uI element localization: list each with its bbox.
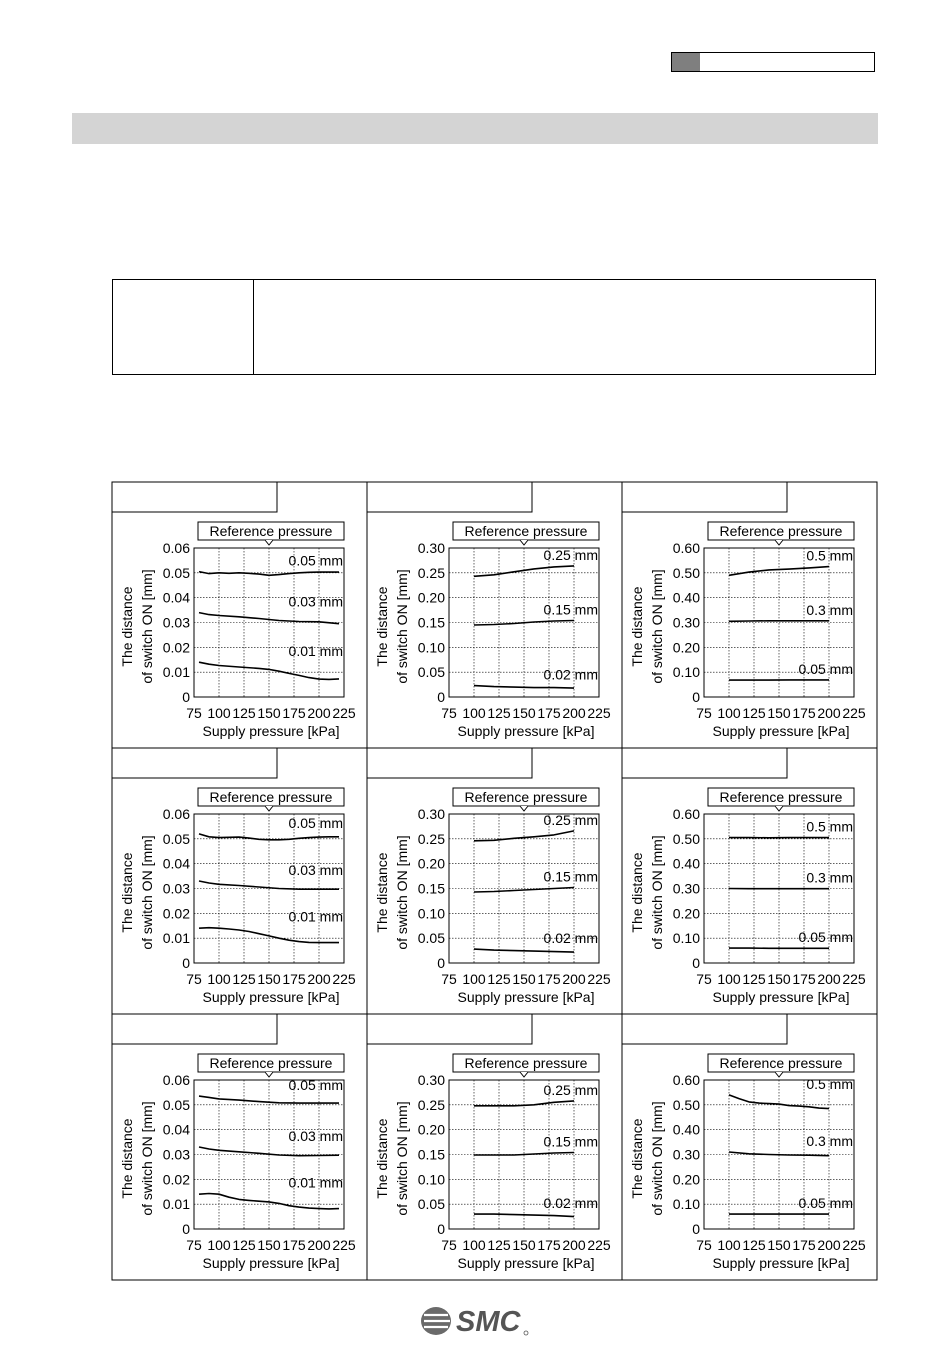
chart-panel bbox=[367, 748, 611, 1005]
panel-label-tab bbox=[367, 1014, 532, 1044]
y-tick-label: 0.05 bbox=[162, 564, 190, 581]
x-tick-label: 200 bbox=[562, 705, 586, 721]
series-label: 0.5 mm bbox=[806, 818, 853, 835]
reference-marker bbox=[520, 1072, 528, 1077]
x-tick-label: 75 bbox=[186, 705, 202, 721]
chart-panel bbox=[622, 1014, 866, 1271]
x-tick-label: 225 bbox=[842, 971, 866, 987]
x-tick-label: 200 bbox=[817, 1237, 841, 1253]
y-tick-label: 0.04 bbox=[162, 1121, 190, 1138]
panel-label-tab bbox=[367, 482, 532, 512]
y-tick-label: 0.40 bbox=[672, 855, 700, 872]
y-axis-label-line1: The distance bbox=[629, 1118, 645, 1199]
y-tick-label: 0.05 bbox=[417, 930, 445, 947]
y-tick-label: 0.25 bbox=[417, 830, 445, 847]
y-tick-label: 0.02 bbox=[162, 905, 190, 922]
y-tick-label: 0.04 bbox=[162, 855, 190, 872]
y-tick-label: 0 bbox=[182, 955, 190, 971]
y-tick-label: 0.30 bbox=[417, 540, 445, 556]
series-label: 0.3 mm bbox=[806, 869, 853, 886]
x-tick-label: 125 bbox=[487, 705, 511, 721]
series-line bbox=[729, 567, 829, 576]
x-tick-label: 125 bbox=[742, 705, 766, 721]
y-axis-label-line2: of switch ON [mm] bbox=[394, 1101, 410, 1216]
y-axis-label-line1: The distance bbox=[119, 1118, 135, 1199]
y-tick-label: 0.30 bbox=[672, 880, 700, 897]
series-label: 0.05 mm bbox=[288, 1077, 343, 1094]
y-axis-label bbox=[374, 835, 410, 949]
series-label: 0.02 mm bbox=[543, 930, 598, 947]
series-label: 0.05 mm bbox=[288, 552, 343, 569]
x-tick-label: 200 bbox=[307, 1237, 331, 1253]
x-tick-label: 150 bbox=[512, 1237, 536, 1253]
y-tick-label: 0.20 bbox=[417, 1121, 445, 1138]
reference-pressure-label: Reference pressure bbox=[464, 789, 588, 805]
chart-panel bbox=[622, 748, 866, 1005]
y-tick-label: 0 bbox=[692, 955, 700, 971]
series-label: 0.15 mm bbox=[543, 868, 598, 885]
series-label: 0.25 mm bbox=[543, 546, 598, 563]
y-axis-label-line2: of switch ON [mm] bbox=[649, 835, 665, 950]
x-tick-label: 75 bbox=[186, 971, 202, 987]
x-tick-label: 75 bbox=[696, 1237, 712, 1253]
x-tick-label: 175 bbox=[537, 971, 561, 987]
y-axis-label bbox=[119, 1101, 155, 1215]
panel-label-tab bbox=[112, 1014, 277, 1044]
x-tick-label: 225 bbox=[587, 1237, 611, 1253]
series-line bbox=[729, 621, 829, 622]
y-axis-label bbox=[374, 569, 410, 683]
x-tick-label: 225 bbox=[842, 705, 866, 721]
series-label: 0.05 mm bbox=[288, 814, 343, 831]
y-tick-label: 0.50 bbox=[672, 564, 700, 581]
x-tick-label: 175 bbox=[792, 1237, 816, 1253]
y-axis-label-line2: of switch ON [mm] bbox=[139, 1101, 155, 1216]
y-tick-label: 0.06 bbox=[162, 806, 190, 822]
reference-pressure-label: Reference pressure bbox=[464, 1055, 588, 1071]
chart-panel bbox=[112, 748, 356, 1005]
y-tick-label: 0.20 bbox=[672, 1171, 700, 1188]
y-axis-label-line1: The distance bbox=[374, 586, 390, 667]
x-axis-label: Supply pressure [kPa] bbox=[202, 1255, 340, 1271]
y-tick-label: 0.10 bbox=[672, 930, 700, 947]
y-tick-label: 0.15 bbox=[417, 614, 445, 631]
chart-panel bbox=[112, 482, 356, 739]
reference-marker bbox=[520, 806, 528, 811]
y-tick-label: 0.10 bbox=[672, 1196, 700, 1213]
y-axis-label bbox=[374, 1101, 410, 1215]
x-tick-label: 150 bbox=[257, 971, 281, 987]
series-label: 0.02 mm bbox=[543, 666, 598, 683]
x-axis-label: Supply pressure [kPa] bbox=[457, 1255, 595, 1271]
y-tick-label: 0.02 bbox=[162, 639, 190, 656]
panel-label-tab bbox=[112, 482, 277, 512]
x-tick-label: 75 bbox=[441, 971, 457, 987]
x-tick-label: 175 bbox=[282, 971, 306, 987]
x-tick-label: 100 bbox=[462, 1237, 486, 1253]
y-tick-label: 0.60 bbox=[672, 806, 700, 822]
y-tick-label: 0 bbox=[692, 689, 700, 705]
x-tick-label: 200 bbox=[817, 971, 841, 987]
reference-marker bbox=[775, 806, 783, 811]
series-label: 0.03 mm bbox=[288, 593, 343, 610]
series-label: 0.3 mm bbox=[806, 601, 853, 618]
y-tick-label: 0.25 bbox=[417, 1096, 445, 1113]
x-tick-label: 100 bbox=[207, 1237, 231, 1253]
reference-pressure-label: Reference pressure bbox=[719, 789, 843, 805]
y-tick-label: 0.20 bbox=[672, 905, 700, 922]
x-tick-label: 125 bbox=[232, 971, 256, 987]
y-tick-label: 0.04 bbox=[162, 589, 190, 606]
y-tick-label: 0 bbox=[182, 689, 190, 705]
series-label: 0.01 mm bbox=[288, 1174, 343, 1191]
x-tick-label: 150 bbox=[257, 1237, 281, 1253]
y-axis-label-line2: of switch ON [mm] bbox=[649, 1101, 665, 1216]
y-tick-label: 0.60 bbox=[672, 540, 700, 556]
series-label: 0.03 mm bbox=[288, 1128, 343, 1145]
y-tick-label: 0.40 bbox=[672, 1121, 700, 1138]
reference-marker bbox=[775, 1072, 783, 1077]
y-tick-label: 0.05 bbox=[417, 664, 445, 681]
x-tick-label: 100 bbox=[207, 971, 231, 987]
y-axis-label-line1: The distance bbox=[629, 586, 645, 667]
reference-pressure-label: Reference pressure bbox=[209, 1055, 333, 1071]
x-tick-label: 225 bbox=[332, 971, 356, 987]
x-tick-label: 175 bbox=[537, 705, 561, 721]
series-label: 0.5 mm bbox=[806, 1075, 853, 1092]
x-tick-label: 75 bbox=[441, 1237, 457, 1253]
series-label: 0.05 mm bbox=[798, 660, 853, 677]
x-tick-label: 225 bbox=[587, 971, 611, 987]
y-tick-label: 0 bbox=[437, 955, 445, 971]
y-axis-label-line1: The distance bbox=[374, 852, 390, 933]
chart-panel bbox=[112, 1014, 356, 1271]
chart-panel bbox=[622, 482, 866, 739]
y-axis-label-line1: The distance bbox=[119, 586, 135, 667]
y-tick-label: 0.10 bbox=[417, 1171, 445, 1188]
y-tick-label: 0.15 bbox=[417, 1146, 445, 1163]
y-axis-label bbox=[119, 835, 155, 949]
panel-frame bbox=[112, 482, 877, 1280]
series-line bbox=[474, 888, 574, 893]
x-tick-label: 200 bbox=[307, 971, 331, 987]
x-tick-label: 75 bbox=[696, 705, 712, 721]
y-tick-label: 0.03 bbox=[162, 880, 190, 897]
x-tick-label: 125 bbox=[742, 971, 766, 987]
series-label: 0.05 mm bbox=[798, 929, 853, 946]
reference-marker bbox=[520, 540, 528, 545]
y-axis-label-line2: of switch ON [mm] bbox=[394, 569, 410, 684]
x-tick-label: 125 bbox=[232, 1237, 256, 1253]
reference-pressure-label: Reference pressure bbox=[209, 523, 333, 539]
y-tick-label: 0 bbox=[437, 1221, 445, 1237]
x-tick-label: 75 bbox=[696, 971, 712, 987]
y-tick-label: 0.30 bbox=[417, 1072, 445, 1088]
x-tick-label: 200 bbox=[307, 705, 331, 721]
reference-pressure-label: Reference pressure bbox=[464, 523, 588, 539]
y-tick-label: 0.60 bbox=[672, 1072, 700, 1088]
x-axis-label: Supply pressure [kPa] bbox=[712, 1255, 850, 1271]
x-tick-label: 100 bbox=[717, 705, 741, 721]
reference-marker bbox=[265, 806, 273, 811]
y-axis-label bbox=[629, 835, 665, 949]
series-label: 0.15 mm bbox=[543, 1133, 598, 1150]
series-label: 0.01 mm bbox=[288, 908, 343, 925]
x-axis-label: Supply pressure [kPa] bbox=[202, 723, 340, 739]
x-tick-label: 200 bbox=[562, 1237, 586, 1253]
chart-panel bbox=[367, 1014, 611, 1271]
series-label: 0.25 mm bbox=[543, 1081, 598, 1098]
reference-marker bbox=[265, 1072, 273, 1077]
panel-label-tab bbox=[367, 748, 532, 778]
y-tick-label: 0.50 bbox=[672, 830, 700, 847]
y-axis-label bbox=[119, 569, 155, 683]
y-tick-label: 0.20 bbox=[417, 855, 445, 872]
panel-label-tab bbox=[622, 748, 787, 778]
series-label: 0.3 mm bbox=[806, 1133, 853, 1150]
series-label: 0.15 mm bbox=[543, 601, 598, 618]
y-tick-label: 0.01 bbox=[162, 930, 190, 947]
y-tick-label: 0.05 bbox=[162, 1096, 190, 1113]
series-label: 0.25 mm bbox=[543, 811, 598, 828]
x-axis-label: Supply pressure [kPa] bbox=[202, 989, 340, 1005]
y-tick-label: 0.06 bbox=[162, 540, 190, 556]
y-tick-label: 0.05 bbox=[162, 830, 190, 847]
series-line bbox=[474, 686, 574, 689]
chart-panel bbox=[367, 482, 611, 739]
y-tick-label: 0.10 bbox=[417, 639, 445, 656]
x-tick-label: 100 bbox=[717, 971, 741, 987]
y-tick-label: 0.30 bbox=[672, 1146, 700, 1163]
reference-pressure-label: Reference pressure bbox=[209, 789, 333, 805]
y-tick-label: 0.50 bbox=[672, 1096, 700, 1113]
panel-label-tab bbox=[622, 1014, 787, 1044]
reference-pressure-label: Reference pressure bbox=[719, 1055, 843, 1071]
series-label: 0.02 mm bbox=[543, 1195, 598, 1212]
y-axis-label-line2: of switch ON [mm] bbox=[649, 569, 665, 684]
x-tick-label: 150 bbox=[767, 971, 791, 987]
x-tick-label: 150 bbox=[512, 971, 536, 987]
series-label: 0.05 mm bbox=[798, 1195, 853, 1212]
y-tick-label: 0.15 bbox=[417, 880, 445, 897]
x-tick-label: 225 bbox=[587, 705, 611, 721]
x-tick-label: 175 bbox=[792, 705, 816, 721]
x-tick-label: 150 bbox=[767, 1237, 791, 1253]
y-axis-label-line1: The distance bbox=[629, 852, 645, 933]
x-tick-label: 75 bbox=[186, 1237, 202, 1253]
x-tick-label: 225 bbox=[332, 705, 356, 721]
x-tick-label: 100 bbox=[717, 1237, 741, 1253]
y-tick-label: 0.03 bbox=[162, 1146, 190, 1163]
series-label: 0.5 mm bbox=[806, 547, 853, 564]
x-tick-label: 150 bbox=[257, 705, 281, 721]
x-tick-label: 150 bbox=[767, 705, 791, 721]
smc-logo bbox=[420, 1303, 530, 1339]
y-tick-label: 0.25 bbox=[417, 564, 445, 581]
y-tick-label: 0.10 bbox=[417, 905, 445, 922]
x-axis-label: Supply pressure [kPa] bbox=[712, 989, 850, 1005]
y-tick-label: 0.02 bbox=[162, 1171, 190, 1188]
y-tick-label: 0 bbox=[692, 1221, 700, 1237]
y-tick-label: 0 bbox=[437, 689, 445, 705]
y-tick-label: 0.01 bbox=[162, 664, 190, 681]
y-tick-label: 0.20 bbox=[672, 639, 700, 656]
reference-marker bbox=[265, 540, 273, 545]
series-label: 0.03 mm bbox=[288, 862, 343, 879]
y-tick-label: 0.20 bbox=[417, 589, 445, 606]
y-axis-label-line2: of switch ON [mm] bbox=[139, 569, 155, 684]
y-tick-label: 0.30 bbox=[417, 806, 445, 822]
y-tick-label: 0.40 bbox=[672, 589, 700, 606]
y-axis-label-line2: of switch ON [mm] bbox=[394, 835, 410, 950]
x-tick-label: 100 bbox=[462, 971, 486, 987]
y-tick-label: 0.30 bbox=[672, 614, 700, 631]
x-tick-label: 125 bbox=[232, 705, 256, 721]
series-line bbox=[199, 662, 339, 679]
reference-marker bbox=[775, 540, 783, 545]
y-axis-label-line1: The distance bbox=[374, 1118, 390, 1199]
reference-pressure-label: Reference pressure bbox=[719, 523, 843, 539]
series-line bbox=[199, 1096, 339, 1103]
smc-logo-icon bbox=[421, 1307, 451, 1335]
x-axis-label: Supply pressure [kPa] bbox=[712, 723, 850, 739]
x-tick-label: 75 bbox=[441, 705, 457, 721]
x-tick-label: 125 bbox=[487, 1237, 511, 1253]
x-axis-label: Supply pressure [kPa] bbox=[457, 723, 595, 739]
y-tick-label: 0.03 bbox=[162, 614, 190, 631]
y-axis-label bbox=[629, 569, 665, 683]
y-axis-label-line1: The distance bbox=[119, 852, 135, 933]
y-axis-label-line2: of switch ON [mm] bbox=[139, 835, 155, 950]
y-tick-label: 0.01 bbox=[162, 1196, 190, 1213]
x-tick-label: 150 bbox=[512, 705, 536, 721]
x-axis-label: Supply pressure [kPa] bbox=[457, 989, 595, 1005]
y-tick-label: 0 bbox=[182, 1221, 190, 1237]
x-tick-label: 225 bbox=[332, 1237, 356, 1253]
x-tick-label: 175 bbox=[282, 705, 306, 721]
y-tick-label: 0.05 bbox=[417, 1196, 445, 1213]
y-tick-label: 0.06 bbox=[162, 1072, 190, 1088]
series-label: 0.01 mm bbox=[288, 643, 343, 660]
x-tick-label: 175 bbox=[537, 1237, 561, 1253]
x-tick-label: 225 bbox=[842, 1237, 866, 1253]
x-tick-label: 125 bbox=[742, 1237, 766, 1253]
panel-label-tab bbox=[622, 482, 787, 512]
x-tick-label: 200 bbox=[562, 971, 586, 987]
x-tick-label: 100 bbox=[462, 705, 486, 721]
x-tick-label: 200 bbox=[817, 705, 841, 721]
smc-logo-text: SMC bbox=[456, 1306, 521, 1338]
x-tick-label: 175 bbox=[792, 971, 816, 987]
panel-label-tab bbox=[112, 748, 277, 778]
series-line bbox=[199, 881, 339, 889]
y-axis-label bbox=[629, 1101, 665, 1215]
x-tick-label: 175 bbox=[282, 1237, 306, 1253]
x-tick-label: 100 bbox=[207, 705, 231, 721]
y-tick-label: 0.10 bbox=[672, 664, 700, 681]
x-tick-label: 125 bbox=[487, 971, 511, 987]
